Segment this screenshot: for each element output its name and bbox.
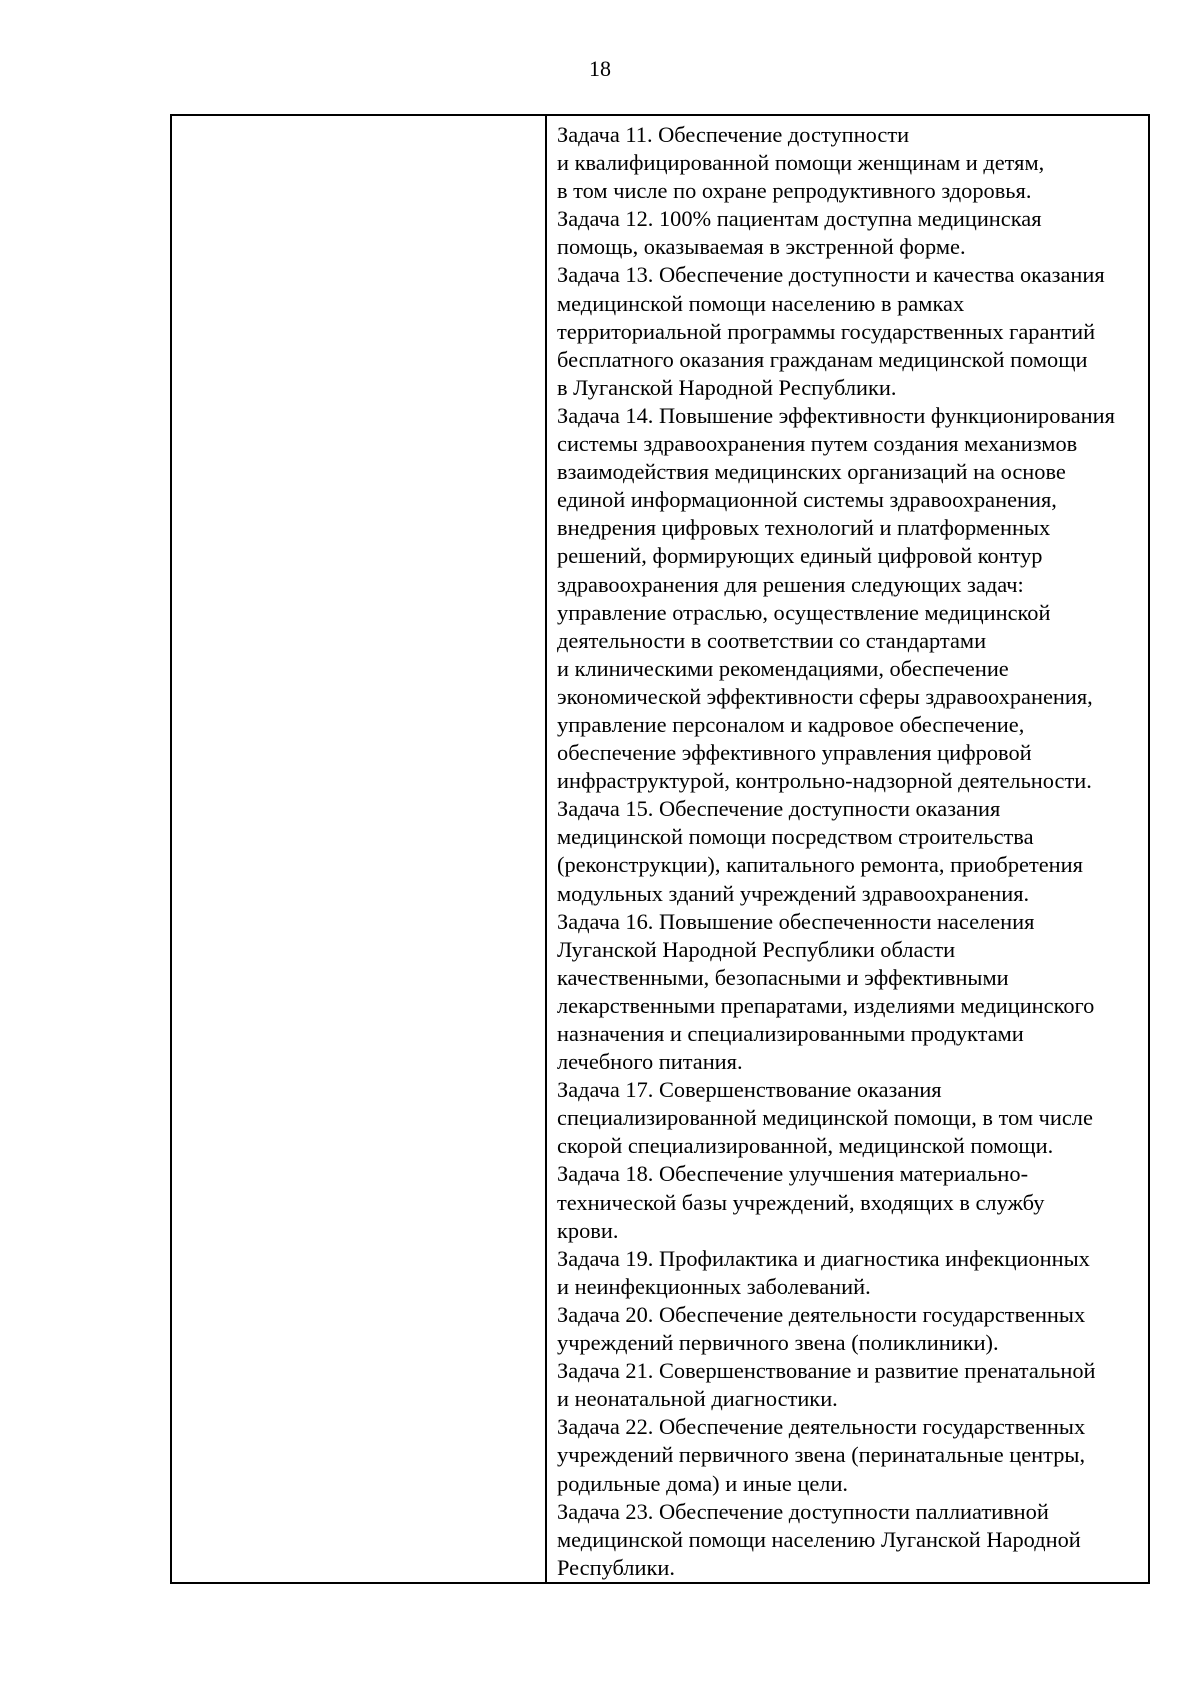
task-text-line: Республики. xyxy=(557,1554,675,1580)
task-text-line: модульных зданий учреждений здравоохранения. xyxy=(557,880,1030,906)
task-text-line: учреждений первичного звена (поликлиники). xyxy=(557,1330,999,1356)
task-text-line: качественными, безопасными и эффективными xyxy=(557,964,1009,990)
task-text-line: помощь, оказываемая в экстренной форме. xyxy=(557,234,966,260)
task-text-line: родильные дома) и иные цели. xyxy=(557,1470,849,1496)
task-text-line: Задача 17. Совершенствование оказания xyxy=(557,1077,942,1103)
task-text-line: Задача 23. Обеспечение доступности паллиативной xyxy=(557,1498,1049,1524)
task-text-line: Задача 19. Профилактика и диагностика инфекционных xyxy=(557,1245,1090,1271)
task-text-line: и неинфекционных заболеваний. xyxy=(557,1273,871,1299)
task-list xyxy=(557,121,1140,1582)
left-cell xyxy=(171,115,546,1583)
task-text-line: территориальной программы государственных гарантий xyxy=(557,318,1096,344)
right-cell xyxy=(546,115,1149,1583)
task-text-line: бесплатного оказания гражданам медицинской помощи xyxy=(557,346,1088,372)
task-text-line: и квалифицированной помощи женщинам и детям, xyxy=(557,150,1045,176)
task-text-line: деятельности в соответствии со стандартами xyxy=(557,627,987,653)
task-text-line: медицинской помощи посредством строительства xyxy=(557,824,1034,850)
task-text-line: взаимодействия медицинских организаций на основе xyxy=(557,459,1066,485)
task-text-line: Задача 16. Повышение обеспеченности населения xyxy=(557,908,1035,934)
task-text-line: экономической эффективности сферы здравоохранения, xyxy=(557,683,1093,709)
task-text-line: и клиническими рекомендациями, обеспечение xyxy=(557,655,1009,681)
task-text-line: учреждений первичного звена (перинатальные центры, xyxy=(557,1442,1086,1468)
tasks-table xyxy=(170,114,1150,1584)
task-text-line: Задача 12. 100% пациентам доступна медицинская xyxy=(557,206,1042,232)
task-text-line: и неонатальной диагностики. xyxy=(557,1386,838,1412)
task-text-line: обеспечение эффективного управления цифровой xyxy=(557,740,1032,766)
task-text-line: управление отраслью, осуществление медицинской xyxy=(557,599,1051,625)
task-text-line: специализированной медицинской помощи, в том числе xyxy=(557,1105,1093,1131)
task-text-line: медицинской помощи населению в рамках xyxy=(557,290,965,316)
task-text-line: управление персоналом и кадровое обеспечение, xyxy=(557,711,1025,737)
task-text-line: в Луганской Народной Республики. xyxy=(557,374,897,400)
task-text-line: (реконструкции), капитального ремонта, приобретения xyxy=(557,852,1083,878)
task-text-line: Задача 11. Обеспечение доступности xyxy=(557,122,910,147)
task-text-line: технической базы учреждений, входящих в службу xyxy=(557,1189,1045,1215)
task-text-line: инфраструктурой, контрольно-надзорной деятельности. xyxy=(557,768,1092,794)
table-row xyxy=(171,115,1149,1583)
task-text-line: Задача 21. Совершенствование и развитие пренатальной xyxy=(557,1358,1096,1384)
page-number: 18 xyxy=(589,56,611,81)
task-text-line: скорой специализированной, медицинской помощи. xyxy=(557,1133,1054,1159)
task-text-line: назначения и специализированными продуктами xyxy=(557,1021,1024,1046)
task-text-line: Задача 20. Обеспечение деятельности государственных xyxy=(557,1301,1086,1327)
task-text-line: единой информационной системы здравоохранения, xyxy=(557,487,1057,513)
task-text-line: Задача 15. Обеспечение доступности оказания xyxy=(557,796,1001,822)
task-text-line: Задача 14. Повышение эффективности функционирования xyxy=(557,402,1115,428)
task-text-line: системы здравоохранения путем создания механизмов xyxy=(557,431,1078,457)
task-text-line: Луганской Народной Республики области xyxy=(557,936,956,962)
task-text-line: лекарственными препаратами, изделиями медицинского xyxy=(557,992,1095,1018)
task-text-line: Задача 13. Обеспечение доступности и качества оказания xyxy=(557,262,1105,288)
task-text-line: здравоохранения для решения следующих задач: xyxy=(557,571,1024,597)
task-text-line: Задача 22. Обеспечение деятельности государственных xyxy=(557,1414,1086,1440)
task-text-line: лечебного питания. xyxy=(557,1049,743,1075)
task-text-line: медицинской помощи населению Луганской Народной xyxy=(557,1526,1081,1552)
task-text-line: внедрения цифровых технологий и платформенных xyxy=(557,515,1051,541)
task-text-line: Задача 18. Обеспечение улучшения материально- xyxy=(557,1161,1029,1187)
task-text-line: решений, формирующих единый цифровой контур xyxy=(557,543,1043,569)
task-text-line: крови. xyxy=(557,1217,619,1243)
task-text-line: в том числе по охране репродуктивного здоровья. xyxy=(557,178,1032,204)
